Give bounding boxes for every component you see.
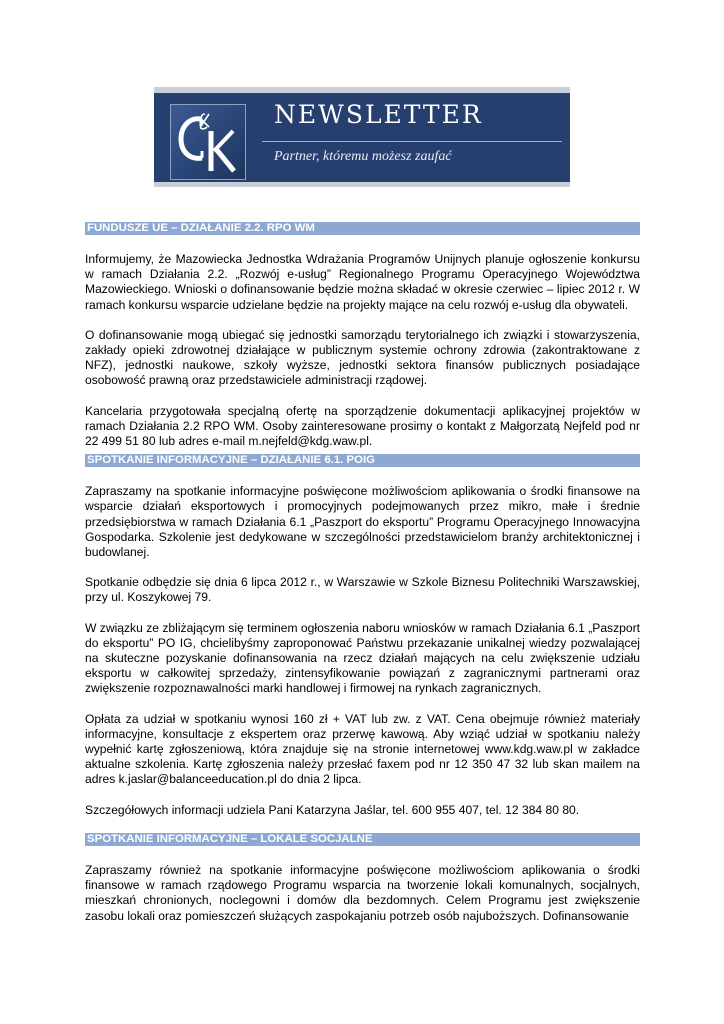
- newsletter-content: [85, 220, 640, 924]
- ck-logo: [170, 104, 246, 180]
- banner-divider: [262, 141, 562, 142]
- section-heading-lokale: SPOTKANIE INFORMACYJNE – LOKALE SOCJALNE: [85, 833, 640, 846]
- ck-logo-graphic: [171, 105, 245, 179]
- newsletter-tagline: Partner, któremu możesz zaufać: [274, 149, 452, 164]
- section-heading-fundusze: FUNDUSZE UE – DZIAŁANIE 2.2. RPO WM: [85, 222, 640, 235]
- paragraph: Opłata za udział w spotkaniu wynosi 160 zł + VAT lub zw. z VAT. Cena obejmuje również materiały informacyjne, konsultacje z ekspertem oraz przerwę kawową. Aby wziąć udział w spotkaniu należy wypełnić kartę zgłoszeniową, która znajduje się na stronie internetowej www.kdg.waw.pl w zakładce aktualne szkolenia. Kartę zgłoszenia należy przesłać faxem pod nr 12 350 47 32 lub skan mailem na adres k.jaslar@balanceeducation.pl do dnia 2 lipca.: [85, 711, 640, 787]
- newsletter-title: NEWSLETTER: [274, 100, 483, 129]
- paragraph: Spotkanie odbędzie się dnia 6 lipca 2012 r., w Warszawie w Szkole Biznesu Politechniki Warszawskiej, przy ul. Koszykowej 79.: [85, 575, 640, 605]
- section-heading-poig: SPOTKANIE INFORMACYJNE – DZIAŁANIE 6.1. POIG: [85, 454, 640, 467]
- banner-bottom-strip: [154, 182, 570, 187]
- paragraph: Zapraszamy na spotkanie informacyjne poświęcone możliwościom aplikowania o środki finansowe na wsparcie działań eksportowych i promocyjnych podejmowanych przez mikro, małe i średnie przedsiębiorstwa w ramach Działania 6.1 „Paszport do eksportu” Programu Operacyjnego Innowacyjna Gospodarka. Szkolenie jest dedykowane w szczególności przedstawicielom branży architektonicznej i budowlanej.: [85, 484, 640, 560]
- paragraph: Informujemy, że Mazowiecka Jednostka Wdrażania Programów Unijnych planuje ogłoszenie konkursu w ramach Działania 2.2. „Rozwój e-usług” Regionalnego Programu Operacyjnego Województwa Mazowieckiego. Wnioski o dofinansowanie będzie można składać w okresie czerwiec – lipiec 2012 r. W ramach konkursu wsparcie udzielane będzie na projekty mające na celu rozwój e-usług dla obywateli.: [85, 252, 640, 312]
- newsletter-banner: [154, 87, 570, 187]
- paragraph: Zapraszamy również na spotkanie informacyjne poświęcone możliwościom aplikowania o środki finansowe w ramach rządowego Programu wsparcia na tworzenie lokali komunalnych, socjalnych, mieszkań chronionych, noclegowni i domów dla bezdomnych. Celem Programu jest zwiększenie zasobu lokali oraz pomieszczeń służących zaspokajaniu potrzeb osób najuboższych. Dofinansowanie: [85, 862, 640, 923]
- paragraph: W związku ze zbliżającym się terminem ogłoszenia naboru wniosków w ramach Działania 6.1 „Paszport do eksportu” PO IG, chcielibyśmy zaproponować Państwu przekazanie unikalnej wiedzy pozwalającej na skuteczne pozyskanie dofinansowania na rzecz działań mających na celu zwiększenie udziału eksportu w całkowitej sprzedaży, zintensyfikowanie powiązań z zagranicznymi partnerami oraz zwiększenie rozpoznawalności marki handlowej i firmowej na rynkach zagranicznych.: [85, 620, 640, 696]
- banner-top-strip: [154, 87, 570, 93]
- paragraph: Kancelaria przygotowała specjalną ofertę na sporządzenie dokumentacji aplikacyjnej projektów w ramach Działania 2.2 RPO WM. Osoby zainteresowane prosimy o kontakt z Małgorzatą Nejfeld pod nr 22 499 51 80 lub adres e-mail m.nejfeld@kdg.waw.pl.: [85, 403, 640, 449]
- paragraph: O dofinansowanie mogą ubiegać się jednostki samorządu terytorialnego ich związki i stowarzyszenia, zakłady opieki zdrowotnej działające w publicznym systemie ochrony zdrowia (zakontraktowane z NFZ), jednostki naukowe, szkoły wyższe, jednostki sektora finansów publicznych posiadające osobowość prawną oraz przedstawiciele administracji rządowej.: [85, 327, 640, 388]
- paragraph: Szczegółowych informacji udziela Pani Katarzyna Jaślar, tel. 600 955 407, tel. 12 384 80 80.: [85, 802, 580, 817]
